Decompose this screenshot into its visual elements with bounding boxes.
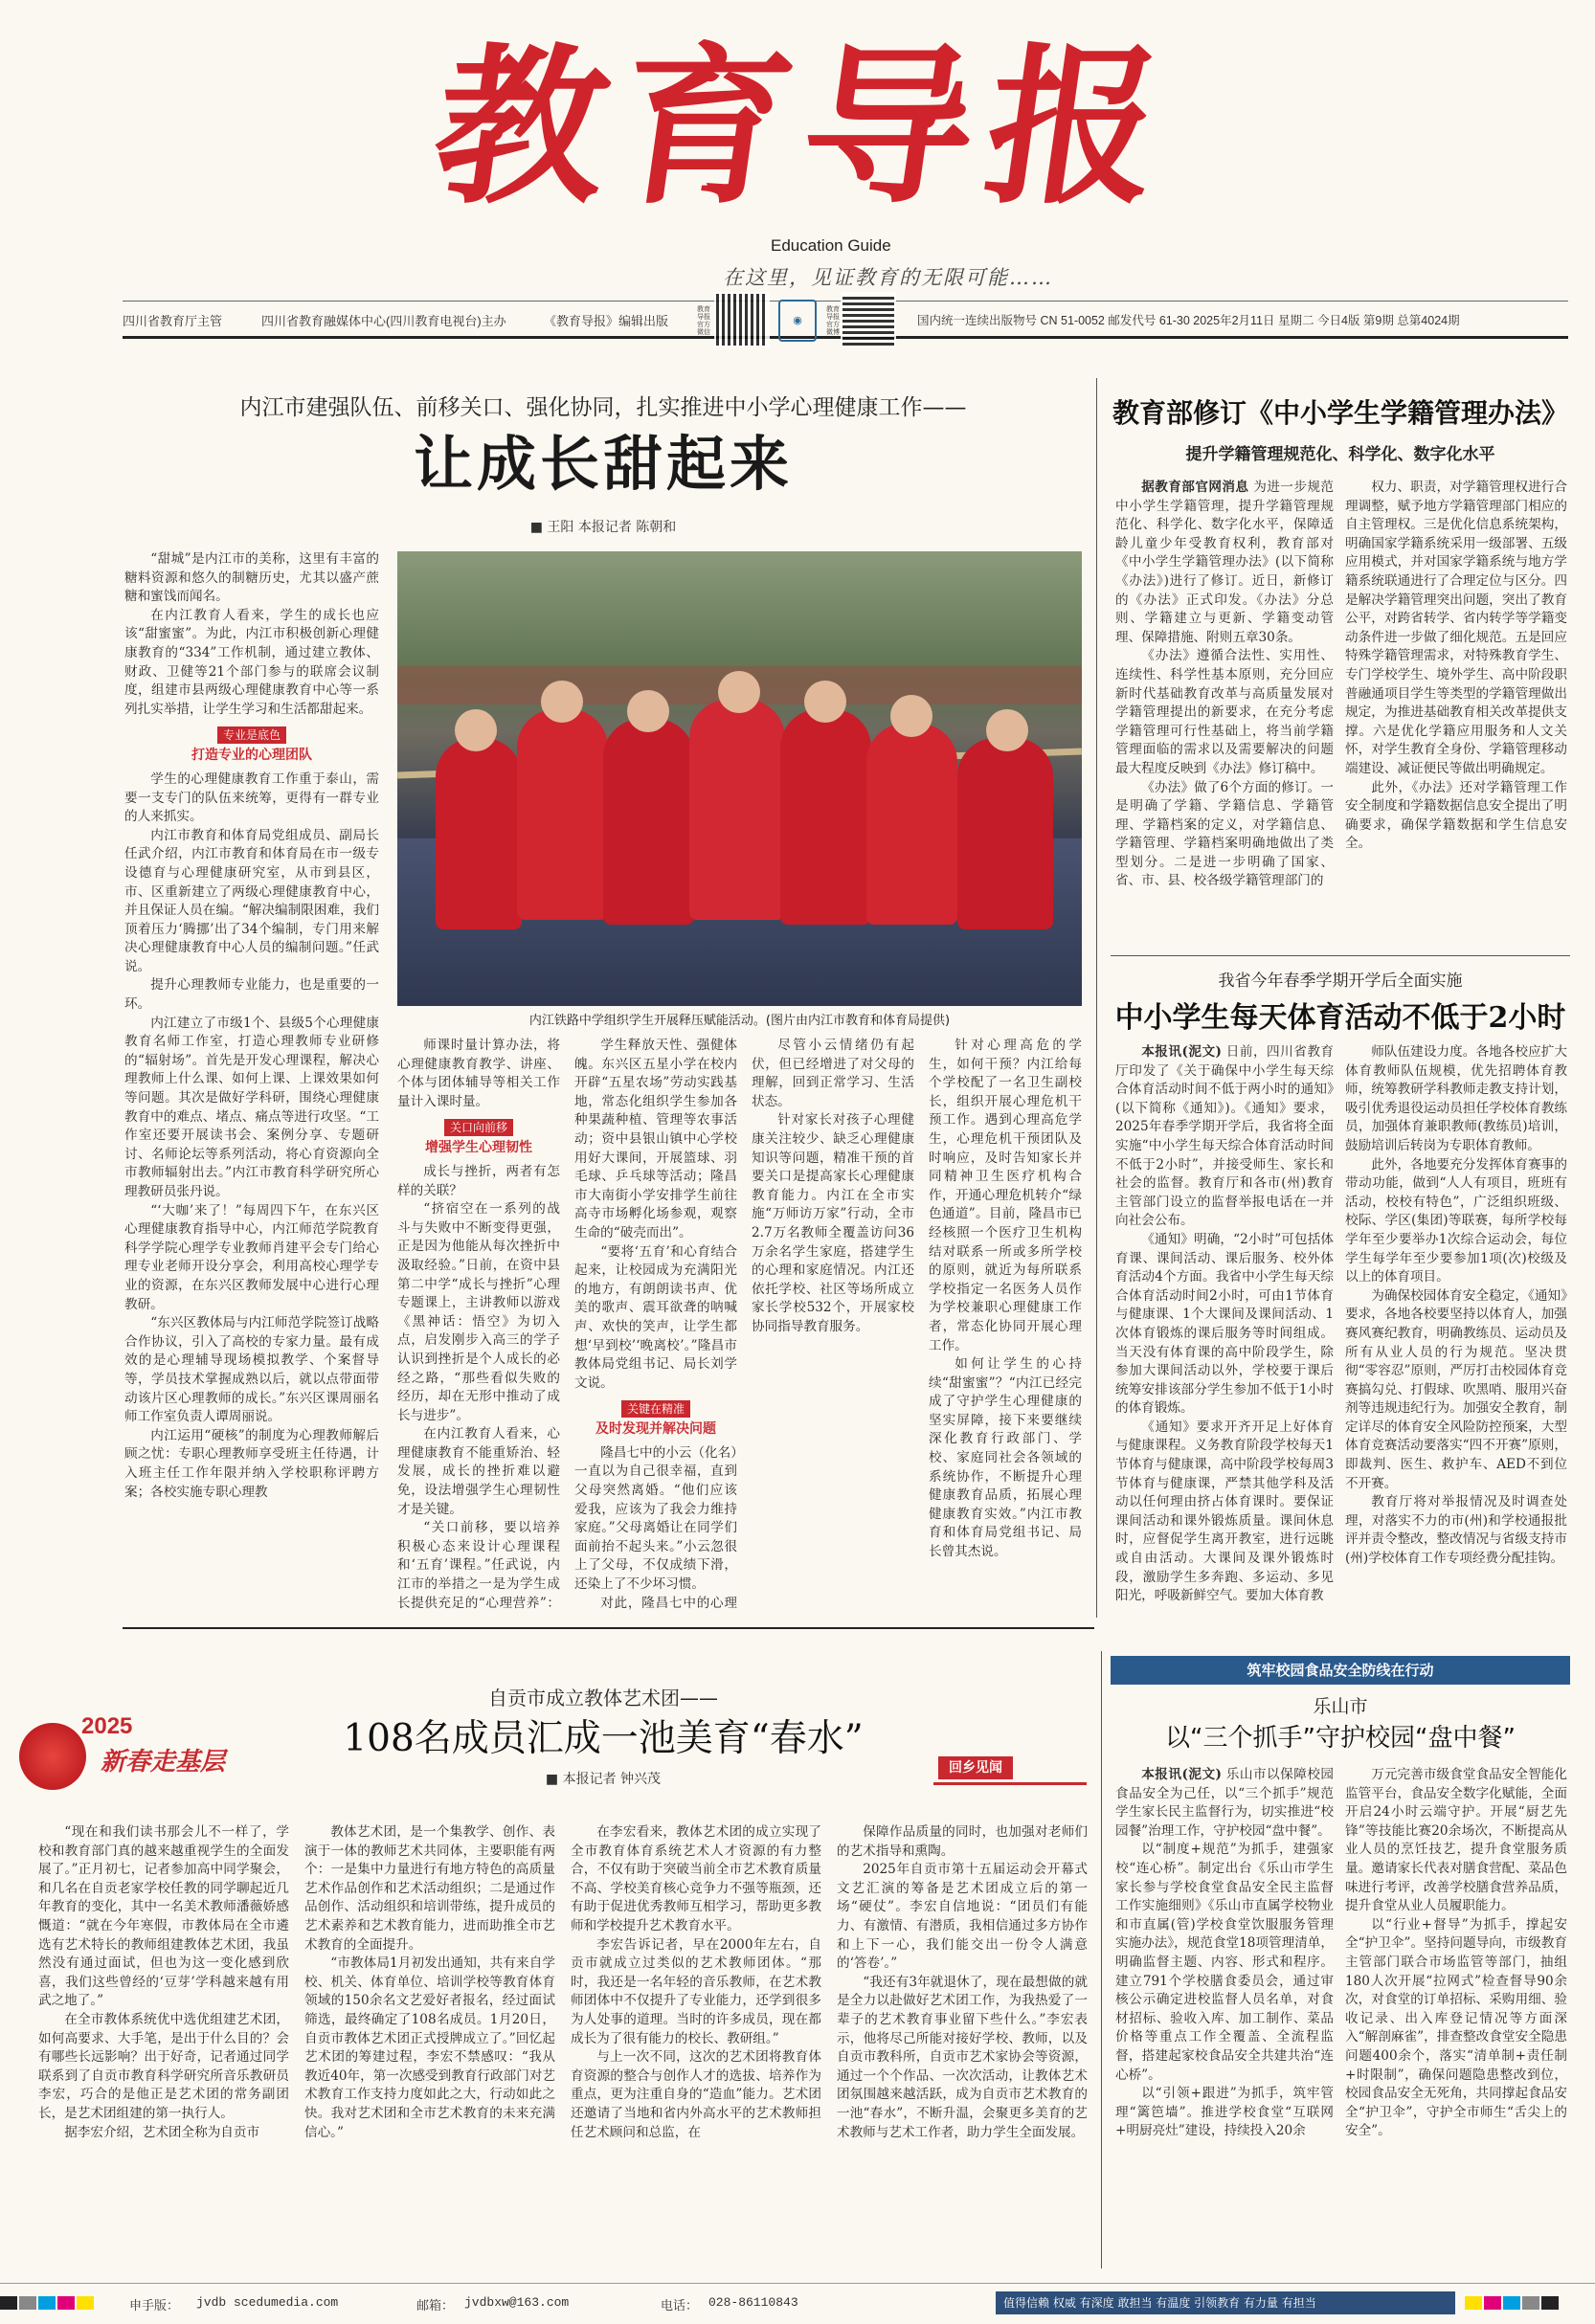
subhead-title: 打造专业的心理团队 [191,747,312,763]
subhead [574,1400,737,1439]
footer-email1: jvdb scedumedia.com [196,2295,339,2310]
lead-column-3 [574,1037,737,1613]
right1-column-1 [1115,479,1334,948]
right2-kicker: 我省今年春季学期开学后全面实施 [1218,972,1463,991]
paragraph: 提升心理教师专业能力，也是重要的一环。 [124,977,379,1013]
paragraph: “关口前移，要以培养积极心态来设计心理课程和‘五育’课程。”任武说，内江市的举措之一是为学生成长提供充足的“心理营养”： [397,1520,560,1611]
info-bar [123,301,1568,339]
subhead-tag: 关口向前移 [444,1119,513,1136]
paragraph: 学生释放天性、强健体魄。东兴区五星小学在校内开辟“五星农场”劳动实践基地，常态化组织学生参加各种果蔬种植、管理等农事活动；资中县银山镇中心学校用好大课间，开展篮球、羽毛球、乒乓球等活动；隆昌市大南街小学安排学生前往高寺市场孵化场参观，观察生命的“破壳而出”。 [574,1038,737,1240]
paragraph: 为确保校园体育安全稳定，《通知》要求，各地各校要坚持以体育人，加强赛风赛纪教育，明确教练员、运动员及所有从业人员的行为规范。坚决贯彻“零容忍”原则，严厉打击校园体育竞赛搞勾兑、打假球、吹黑哨、服用兴奋剂等违规违纪行为。加强安全教育，制定详尽的体育安全风险防控预案，大型体育竞赛活动要落实“四不开赛”原则，即裁判、医生、救护车、AED不到位不开赛。 [1345,1287,1567,1491]
sponsor-3: 《教育导报》编辑出版 [544,314,669,328]
paragraph: “现在和我们读书那会儿不一样了，学校和教育部门真的越来越重视学生的全面发展了。”正月初七，记者参加高中同学聚会，和几名在自贡老家学校任教的同学聊起近几年教育的变化，其中一名美术教师潘薇娇感慨道：“就在今年寒假，市教体局在全市遴选有艺术特长的教师组建教体艺术团，我虽然没有通过面试，但也为这一变化感到欣喜，我们这些曾经的‘豆芽’学科越来越有用武之地了。” [38,1824,289,2009]
right1-title: 教育部修订《中小学生学籍管理办法》 [1112,397,1568,429]
paragraph: 对此，隆昌七中的心理 [600,1595,737,1611]
right3-column-2 [1345,1766,1567,2264]
students-group [436,681,1067,929]
paragraph: 在李宏看来，教体艺术团的成立实现了全市教育体育系统艺术人才资源的有力整合，不仅有助于突破当前全市艺术教育质量不高、学校美育核心竞争力不强等瓶颈，还有助于促进优秀教师互相学习，帮助更多教师和学校提升艺术教育水平。 [571,1824,821,1933]
subhead-title: 增强学生心理韧性 [425,1139,532,1155]
paragraph: “东兴区教体局与内江师范学院签订战略合作协议，引入了高校的专家力量。最有成效的是心理辅导现场模拟教学、个案督导等，学员技术掌握成熟以后，就以点带面带动该片区心理教师的成长。”东兴区课周丽名师工作室负责人谭周丽说。 [124,1315,379,1425]
paragraph: 据教育部官网消息 为进一步规范中小学生学籍管理，提升学籍管理规范化、科学化、数字化水平，保障适龄儿童少年受教育权利，教育部对《中小学生学籍管理办法》(以下简称《办法》)进行了修订。近日，新修订的《办法》正式印发。《办法》分总则、学籍建立与更新、学籍变动管理、保障措施、附则五章30条。 [1115,480,1334,645]
bottom-kicker: 自贡市成立教体艺术团—— [488,1687,718,1709]
right1-column-2 [1345,479,1567,948]
paragraph: “挤宿空在一系列的战斗与失败中不断变得更强，正是因为他能从每次挫折中汲取经验。”日前，在资中县第二中学“成长与挫折”心理专题课上，主讲教师以游戏《黑神话：悟空》为切入点，启发刚步入高三的学子认识到挫折是个人成长的必经之路，“那些看似失败的经历，却在无形中推动了成长与进步”。 [397,1201,560,1423]
paragraph: 内江建立了市级1个、县级5个心理健康教育名师工作室，打造心理教师专业研修的“辐射场”。首先是开发心理课程，解决心理教师上什么课、如何上课、上课效果如何等问题。其次是做好学科研，围绕心理健康教育中的难点、堵点、痛点等进行攻坚。“工作室还要开展读书会、案例分享、专题研讨、名师论坛等系列活动，将心育资源向全市教师辐射出去。”内江市教育科学研究所心理教研员张丹说。 [124,1015,379,1199]
paragraph: 万元完善市级食堂食品安全智能化监管平台，食品安全数字化赋能，全面开启24小时云端守护。开展“厨艺先锋”等技能比赛20余场次，不断提高从业人员的烹饪技艺，提升食堂服务质量。邀请家长代表对膳食营配、菜品色味进行考评，改善学校膳食营养品质，提升食堂从业人员履职能力。 [1345,1767,1567,1914]
bottom-byline: ■ 本报记者 钟兴茂 [545,1772,662,1787]
paragraph: 学生的心理健康教育工作重于泰山，需要一支专门的队伍来统筹，更得有一群专业的人来抓实。 [124,771,379,825]
paragraph: 隆昌七中的小云（化名）一直以为自己很幸福，直到父母突然离婚。“他们应该爱我，应该为了我会力维持家庭。”父母离婚让在同学们面前抬不起头来。”小云忽很上了父母，不仅成绩下滑，还染上了不少坏习惯。 [574,1444,737,1593]
footer-slogan-band [996,2291,1455,2314]
paragraph: 教育厅将对举报情况及时调查处理，对落实不力的市(州)和学校通报批评并责令整改，整改情况与省级支持市(州)学校体育工作专项经费分配挂钩。 [1345,1494,1567,1567]
sponsor-1: 四川省教育厅主管 [123,314,223,328]
footer-email2: jvdbxw@163.com [464,2295,570,2310]
paragraph: 2025年自贡市第十五届运动会开幕式文艺汇演的筹备是艺术团成立后的第一场“硬仗”。李宏自信地说：“团员们有能力、有激情、有潜质，我相信通过多方协作和上下一心，我们能交出一份令人满意的‘答卷’。” [837,1862,1088,1972]
column-tag: 回乡见闻 [938,1756,1013,1779]
paragraph: 此外，各地要充分发挥体育赛事的带动功能，做到“人人有项目，班班有活动，校校有特色”，广泛组织班级、校际、学区(集团)等联赛，每所学校每学年至少要举办1次综合运动会，每位学生每学年至少要参加1项(次)校级及以上的体育项目。 [1345,1156,1567,1285]
footer-slogan: 值得信赖 权威 有深度 敢担当 有温度 引领教育 有力量 有担当 [1003,2296,1316,2310]
food-safety-banner [1111,1656,1570,1685]
footer-phone-label: 电话： [661,2299,699,2313]
paragraph: 此外，《办法》还对学籍管理工作安全制度和学籍数据信息安全提出了明确要求，确保学籍数据和学生信息安全。 [1345,779,1567,852]
paragraph: 尽管小云情绪仍有起伏，但已经增进了对父母的理解，回到正常学习、生活状态。 [752,1038,914,1109]
issue-info: 国内统一连续出版物号 CN 51-0052 邮发代号 61-30 2025年2月11日 星期二 今日4版 第9期 总第4024期 [917,314,1460,327]
lead-column-2 [397,1037,560,1613]
bottom-column-2 [304,1823,555,2259]
lead-kicker: 内江市建强队伍、前移关口、强化协同，扎实推进中小学心理健康工作—— [239,395,967,420]
right3-kicker: 乐山市 [1313,1696,1368,1717]
lead-intro [124,550,379,719]
masthead-slogan: 在这里，见证教育的无限可能…… [723,266,1053,289]
lead-title: 让成长甜起来 [413,429,793,499]
bottom-column-4 [837,1823,1088,2259]
color-registration-strip [1465,2295,1595,2313]
paragraph: 内江市教育和体育局党组成员、副局长任武介绍，内江市教育和体育局在市一级专设德育与心理健康研究室，从市到县区，市、区重新建立了两级心理健康教育中心，并且保证人员在编。“解决编制限困难，我们顶着压力‘腾挪’出了34个编制，专门用来解决心理健康教育中心人员的编制问题。”任武说。 [124,827,379,974]
footer-email1-label: 申手版： [129,2299,180,2313]
qr-code-icon [716,294,768,346]
paragraph: “市教体局1月初发出通知，共有来自学校、机关、体育单位、培训学校等教育体育领域的150余名文艺爱好者报名，经过面试筛选，最终确定了108名成员。1月20日，自贡市教体艺术团正式授牌成立了。”回忆起艺术团的筹建过程，李宏不禁感叹：“我从教近40年，第一次感受到教育行政部门对艺术教育工作支持力度如此之大，行动如此之快。我对艺术团和全市艺术教育的未来充满信心。” [304,1955,555,2140]
color-registration-strip [0,2295,124,2313]
right1-subtitle: 提升学籍管理规范化、科学化、数字化水平 [1185,445,1495,464]
right2-column-1 [1115,1043,1334,1618]
paragraph: 《办法》遵循合法性、实用性、连续性、科学性基本原则，充分回应新时代基础教育改革与高质量发展对学籍管理提出的新要求，在充分考虑学籍管理可行性基础上，将当前学籍管理面临的需求以及需要解决的问题最大程度反映到《办法》修订稿中。 [1115,648,1334,776]
paragraph: 成长与挫折，两者有怎样的关联？ [397,1163,560,1198]
paragraph: 以“引领+跟进”为抓手，筑牢管理“篱笆墙”。推进学校食堂“互联网+明厨亮灶”建设，持续投入20余 [1115,2086,1334,2139]
paragraph: 师队伍建设力度。各地各校应扩大体育教师队伍规模，优先招聘体育教师，统筹教研学科教师走教支持计划，吸引优秀退役运动员担任学校体育教练员，加强体育兼职教师(教练员)培训，鼓励培训后转岗为专职体育教师。 [1345,1044,1567,1153]
lantern-icon [19,1723,86,1790]
subhead [397,1119,560,1157]
badge-text: 新春走基层 [101,1748,226,1777]
paragraph: 本报讯(泥文) 日前，四川省教育厅印发了《关于确保中小学生每天综合体育活动时间不低于两小时的通知》(以下简称《通知》)。《通知》要求，2025年春季学期开学后，我省将全面实施“中小学生每天综合体育活动时间不低于2小时”，并接受师生、家长和社会的监督。教育厅和各市(州)教育主管部门设立的监督举报电话在一并向社会公布。 [1115,1044,1334,1229]
footer [0,2283,1595,2324]
masthead-english: Education Guide [771,236,891,255]
paragraph: 在全市教体系统优中选优组建艺术团，如何高要求、大手笔，是出于什么目的？会有哪些长远影响？出于好奇，记者通过同学联系到了自贡市教育科学研究所音乐教研员李宏，巧合的是他正是艺术团的常务副团长，是艺术团组建的第一执行人。 [38,2011,289,2121]
paragraph: 如何让学生的心持续“甜蜜蜜”？“内江已经完成了守护学生心理健康的坚实屏障，接下来要继续深化教育行政部门、学校、家庭同社会各领域的系统协作，不断提升心理健康教育品质，拓展心理健康教育实效。”内江市教育和体育局党组书记、局长曾其杰说。 [929,1356,1082,1560]
paragraph: 针对家长对孩子心理健康关注较少、缺乏心理健康知识等问题，精准干预的首要关口是提高家长心理健康教育能力。内江在全市实施“万师访万家”行动，全市2.7万名教师全覆盖访问36万余名学生家庭，搭建学生的心理和家庭情况。内江还依托学校、社区等场所成立家长学校532个，开展家校协同指导教育服务。 [752,1112,914,1334]
paragraph: 《通知》要求开齐开足上好体育与健康课程。义务教育阶段学校每天1节体育与健康课，高中阶段学校每周3节体育与健康课，严禁其他学科及活动以任何理由挤占体育课时。要保证课间活动和课外锻炼质量。课间休息时，应督促学生离开教室，进行远眺或自由活动。大课间及课外锻炼时段，激励学生多奔跑、多运动、多见阳光，呼吸新鲜空气。要加大体育教 [1115,1419,1334,1604]
paragraph: 在内江教育人看来，学生的成长也应该“甜蜜蜜”。为此，内江市积极创新心理健康教育的“334”工作机制，通过建立教体、财政、卫健等21个部门参与的联席会议制度，组建市县两级心理健康教育中心等一系列扎实举措，让学生学习和生活都甜起来。 [124,607,379,717]
lead-col1-body [124,771,379,1502]
paragraph: “‘大咖’来了！”每周四下午，在东兴区心理健康教育指导中心，内江师范学院教育科学学院心理学专业教师肖建平会专门给心理专业老师开设分享会，利用高校心理学专业的资源，在东兴区教师发展中心进行心理教研。 [124,1202,379,1312]
qr-code-icon [842,294,894,346]
paragraph: “要将‘五育’和心育结合起来，让校园成为充满阳光的地方，有朗朗读书声、优美的歌声、震耳欲聋的呐喊声、欢快的笑声，让学生都想‘早到校’‘晚离校’。”隆昌市教体局党组书记、局长刘学文说。 [574,1243,737,1391]
lead-column-1 [124,550,379,1613]
lead-column-4 [752,1037,914,1613]
bottom-title: 108名成员汇成一池美育“春水” [343,1717,864,1760]
paragraph: 师课时量计算办法，将心理健康教育教学、讲座、个体与团体辅导等相关工作量计入课时量。 [397,1038,560,1109]
paragraph: 在内江教育人看来，心理健康教育不能重矫治、轻发展，成长的挫折难以避免，设法增强学生心理韧性才是关键。 [397,1426,560,1517]
qr-label-2: 教育导报官方微博 [826,305,840,336]
bottom-column-1 [38,1823,289,2259]
subhead-tag: 关键在精准 [621,1400,690,1418]
paragraph: 据李宏介绍，艺术团全称为自贡市 [64,2124,260,2140]
masthead-title: 教育导报 [422,27,1186,227]
masthead [0,0,1595,306]
paragraph: 保障作品质量的同时，也加强对老师们的艺术指导和熏陶。 [837,1824,1088,1859]
paragraph: 与上一次不同，这次的艺术团将教育体育资源的整合与创作人才的选拔、培养作为重点，更为注重自身的“造血”能力。艺术团还邀请了当地和省内外高水平的艺术教师担任艺术顾问和总监，在 [571,2049,821,2140]
right2-title: 中小学生每天体育活动不低于2小时 [1114,1001,1566,1035]
paragraph: 权力、职责，对学籍管理权进行合理调整，赋予地方学籍管理部门相应的自主管理权。三是优化信息系统架构，明确国家学籍系统采用一级部署、五级应用模式，并对国家学籍系统与地方学籍系统联通进行了合理定位与区分。四是解决学籍管理突出问题，突出了教育公平，对跨省转学、省内转学等学籍变动条件进一步做了细化规范。五是回应特殊学籍管理需求，对特殊教育学生、专门学校学生、境外学生、高中阶段职普融通项目学生等类型的学籍管理做出规定，为推进基础教育相关改革提供支撑。六是优化学籍应用服务和人文关怀，对学生教育全身份、学籍管理移动端建设、减证便民等做出明确规定。 [1345,480,1567,776]
footer-email2-label: 邮箱： [416,2299,455,2313]
paragraph: “甜城”是内江市的美称，这里有丰富的糖料资源和悠久的制糖历史，尤其以盛产蔗糖和蜜饯而闻名。 [124,551,379,605]
photo-caption: 内江铁路中学组织学生开展释压赋能活动。(图片由内江市教育和体育局提供) [528,1014,951,1028]
bottom-column-3 [571,1823,821,2259]
paragraph: 教体艺术团，是一个集教学、创作、表演于一体的教师艺术共同体，主要职能有两个：一是集中力量进行有地方特色的高质量艺术作品创作和艺术活动组织；二是通过作品创作、活动组织和培训带练，提升成员的艺术素养和艺术教育能力，进而助推全市艺术教育的全面提升。 [304,1824,555,1953]
subhead-title: 及时发现并解决问题 [595,1420,716,1437]
lead-column-5 [929,1037,1082,1613]
paragraph: “我还有3年就退休了，现在最想做的就是全力以赴做好艺术团工作，为我热爱了一辈子的艺术教育事业留下些什么。”李宏表示，他将尽己所能对接好学校、教师，以及自贡市教科所，自贡市艺术家协会等资源，通过一个个作品、一次次活动，让教体艺术团氛围越来越活跃，成为自贡市艺术教育的一池“春水”，不断升温，会聚更多美育的艺术教师与艺术工作者，助力学生全面发展。 [837,1974,1088,2140]
subhead-tag: 专业是底色 [217,726,286,744]
paragraph: 本报讯(泥文) 乐山市以保障校园食品安全为己任，以“三个抓手”规范学生家长民主监督行为，切实推进“校园餐”治理工作，守护校园“盘中餐”。 [1115,1767,1334,1839]
paragraph: 内江运用“硬核”的制度为心理教师解后顾之忧：专职心理教师享受班主任待遇，计入班主任工作年限并纳入学校职称评聘方案；各校实施专职心理教 [124,1427,379,1500]
qr-label-1: 教育导报官方微信 [697,305,710,336]
right3-column-1 [1115,1766,1334,2264]
weibo-logo-icon: ◉ [778,300,817,342]
lead-byline: ■ 王阳 本报记者 陈朝和 [529,520,677,535]
paragraph: 李宏告诉记者，早在2000年左右，自贡市就成立过类似的艺术教师团体。“那时，我还是一名年轻的音乐教师，在艺术教师团体中不仅提升了专业能力，还学到很多为人处事的道理。当时的许多成员，现在都成长为了很有能力的校长、教研组。” [571,1936,821,2046]
sponsor-2: 四川省教育融媒体中心(四川教育电视台)主办 [261,314,506,328]
paragraph: 《办法》做了6个方面的修订。一是明确了学籍、学籍信息、学籍管理、学籍档案的定义，对学籍信息、学籍管理、学籍档案明确地做出了类型划分。二是进一步明确了国家、省、市、县、校各级学籍管理部门的 [1115,779,1334,889]
banner-text: 筑牢校园食品安全防线在行动 [1247,1662,1434,1679]
paragraph: 《通知》明确，“2小时”可包括体育课、课间活动、课后服务、校外体育活动4个方面。我省中小学生每天综合体育活动时间2小时，可由1节体育与健康课、1个大课间及课间活动、1次体育锻炼的课后服务等时间组成。当天没有体育课的高中阶段学生，除参加大课间活动以外，学校要于课后统筹安排该部分学生参加不低于1小时的体育锻炼。 [1115,1231,1334,1417]
footer-phone: 028-86110843 [708,2295,798,2310]
right3-title: 以“三个抓手”守护校园“盘中餐” [1165,1724,1516,1753]
subhead-1 [124,726,379,765]
badge-year: 2025 [81,1713,133,1739]
paragraph: 以“制度+规范”为抓手，建强家校“连心桥”。制定出台《乐山市学生家长参与学校食堂食品安全民主监督工作实施细则》《乐山市直属学校物业和市直属(管)学校食堂饮服服务管理实施办法》，规范食堂18项管理清单，明确监督主题、内容、形式和程序。建立791个学校膳食委员会，通过审核公示确定进校监督人员名单，对食材招标、验收入库、加工制作、菜品价格等重点工作全覆盖、全流程监督，搭建起家校食品安全共建共治“连心桥”。 [1115,1842,1334,2083]
right2-column-2 [1345,1043,1567,1618]
paragraph: 针对心理高危的学生，如何干预？内江给每个学校配了一名卫生副校长，组织开展心理危机干预工作。遇到心理高危学生，心理危机干预团队及时响应，及时告知家长并同精神卫生医疗机构合作，开通心理危机转介“绿色通道”。目前，隆昌市已经核照一个医疗卫生机构结对联系一所或多所学校的原则，就近为每所联系学校指定一名医务人员作为学校兼职心理健康工作者，常态化协同开展心理工作。 [929,1038,1082,1353]
lead-photo [397,551,1082,1006]
paragraph: 以“行业+督导”为抓手，撑起安全“护卫伞”。坚持问题导向，市级教育主管部门联合市场监管等部门，抽组180人次开展“拉网式”检查督导90余次，对食堂的订单招标、采购用细、验收记录、出入库登记情况等方面深入“解剖麻雀”，排查整改食堂安全隐患问题400余个，落实“清单制+责任制+时限制”，确保问题隐患整改到位，校园食品安全无死角，共同撑起食品安全“护卫伞”，守护全市师生“舌尖上的安全”。 [1345,1916,1567,2139]
